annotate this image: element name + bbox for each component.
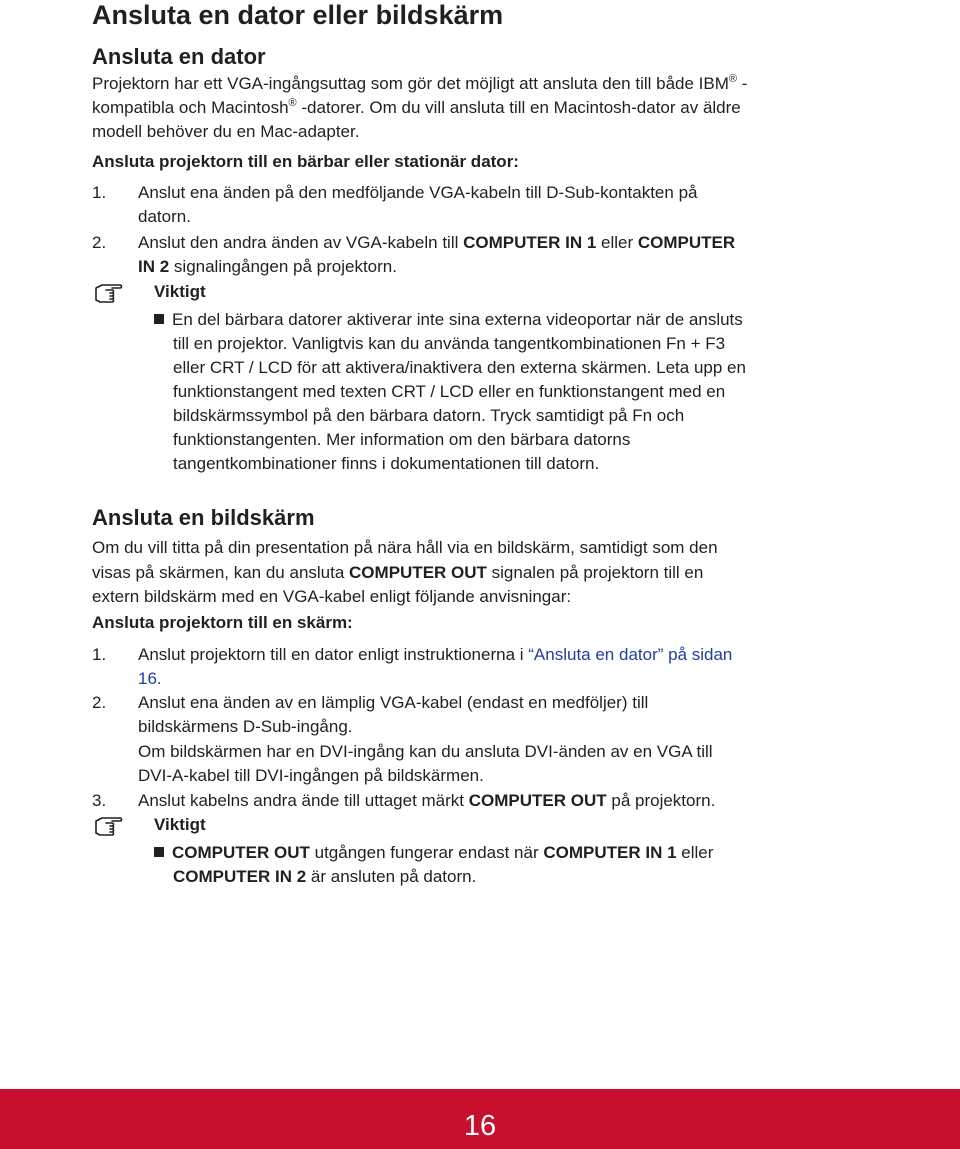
intro-line-1: Om du vill titta på din presentation på nära håll via en bildskärm, samtidigt som den	[92, 538, 718, 557]
note-line: funktionstangenten. Mer information om den bärbara datorns	[173, 430, 631, 449]
note-line: eller CRT / LCD för att aktivera/inaktivera den externa skärmen. Leta upp en	[173, 358, 746, 377]
note-line: funktionstangent med texten CRT / LCD eller en funktionstangent med en	[173, 382, 726, 401]
bullet-square-icon	[154, 314, 164, 324]
note-line: bildskärmssymbol på den bärbara datorn. Tryck samtidigt på Fn och	[173, 406, 685, 425]
step3-line-1: Anslut kabelns andra ände till uttaget märkt COMPUTER OUT på projektorn.	[138, 791, 716, 810]
note-line: COMPUTER IN 2 är ansluten på datorn.	[173, 867, 477, 886]
step2-line-1: Anslut den andra änden av VGA-kabeln till COMPUTER IN 1 eller COMPUTER	[138, 233, 736, 252]
important-label: Viktigt	[154, 815, 206, 834]
subheading-monitor: Ansluta projektorn till en skärm:	[92, 613, 353, 632]
step2-line-1: Anslut ena änden av en lämplig VGA-kabel (endast en medföljer) till	[138, 693, 649, 712]
page-title: Ansluta en dator eller bildskärm	[92, 0, 504, 30]
section-heading-connect-monitor: Ansluta en bildskärm	[92, 505, 315, 530]
step1-line-1: Anslut ena änden på den medföljande VGA-kabeln till D-Sub-kontakten på	[138, 183, 698, 202]
bullet-square-icon	[154, 847, 164, 857]
step-number: 2.	[92, 693, 107, 712]
step-number: 3.	[92, 791, 107, 810]
intro-line-1: Projektorn har ett VGA-ingångsuttag som gör det möjligt att ansluta den till både IBM® -	[92, 73, 748, 93]
intro-line-2: visas på skärmen, kan du ansluta COMPUTER OUT signalen på projektorn till en	[92, 563, 704, 582]
note-line: tangentkombinationer finns i dokumentationen till datorn.	[173, 454, 600, 473]
step1-line-2: datorn.	[138, 207, 191, 226]
pointing-hand-icon	[94, 282, 134, 304]
subheading-laptop: Ansluta projektorn till en bärbar eller stationär dator:	[92, 152, 519, 171]
link-page-number[interactable]: 16.	[138, 669, 162, 688]
note-line: COMPUTER OUT utgången fungerar endast när COMPUTER IN 1 eller	[154, 841, 713, 865]
step1-line-1: Anslut projektorn till en dator enligt instruktionerna i “Ansluta en dator” på sidan	[138, 645, 733, 664]
intro-line-3: extern bildskärm med en VGA-kabel enligt följande anvisningar:	[92, 587, 572, 606]
step2-line-2: IN 2 signalingången på projektorn.	[138, 257, 397, 276]
step2-line-4: DVI-A-kabel till DVI-ingången på bildskärmen.	[138, 766, 484, 785]
step2-line-3: Om bildskärmen har en DVI-ingång kan du ansluta DVI-änden av en VGA till	[138, 742, 713, 761]
note-line: En del bärbara datorer aktiverar inte sina externa videoportar när de ansluts	[154, 308, 743, 332]
step-number: 2.	[92, 233, 107, 252]
intro-line-2: kompatibla och Macintosh® -datorer. Om du vill ansluta till en Macintosh-dator av äldre	[92, 97, 741, 117]
important-label: Viktigt	[154, 282, 206, 301]
intro-line-3: modell behöver du en Mac-adapter.	[92, 122, 360, 141]
section-heading-connect-computer: Ansluta en dator	[92, 44, 266, 69]
pointing-hand-icon	[94, 815, 134, 837]
step-number: 1.	[92, 183, 107, 202]
link-connect-computer[interactable]: “Ansluta en dator” på sidan	[528, 645, 733, 664]
step2-line-2: bildskärmens D-Sub-ingång.	[138, 717, 353, 736]
step-number: 1.	[92, 645, 107, 664]
note-line: till en projektor. Vanligtvis kan du använda tangentkombinationen Fn + F3	[173, 334, 726, 353]
page-number: 16	[463, 1110, 497, 1142]
